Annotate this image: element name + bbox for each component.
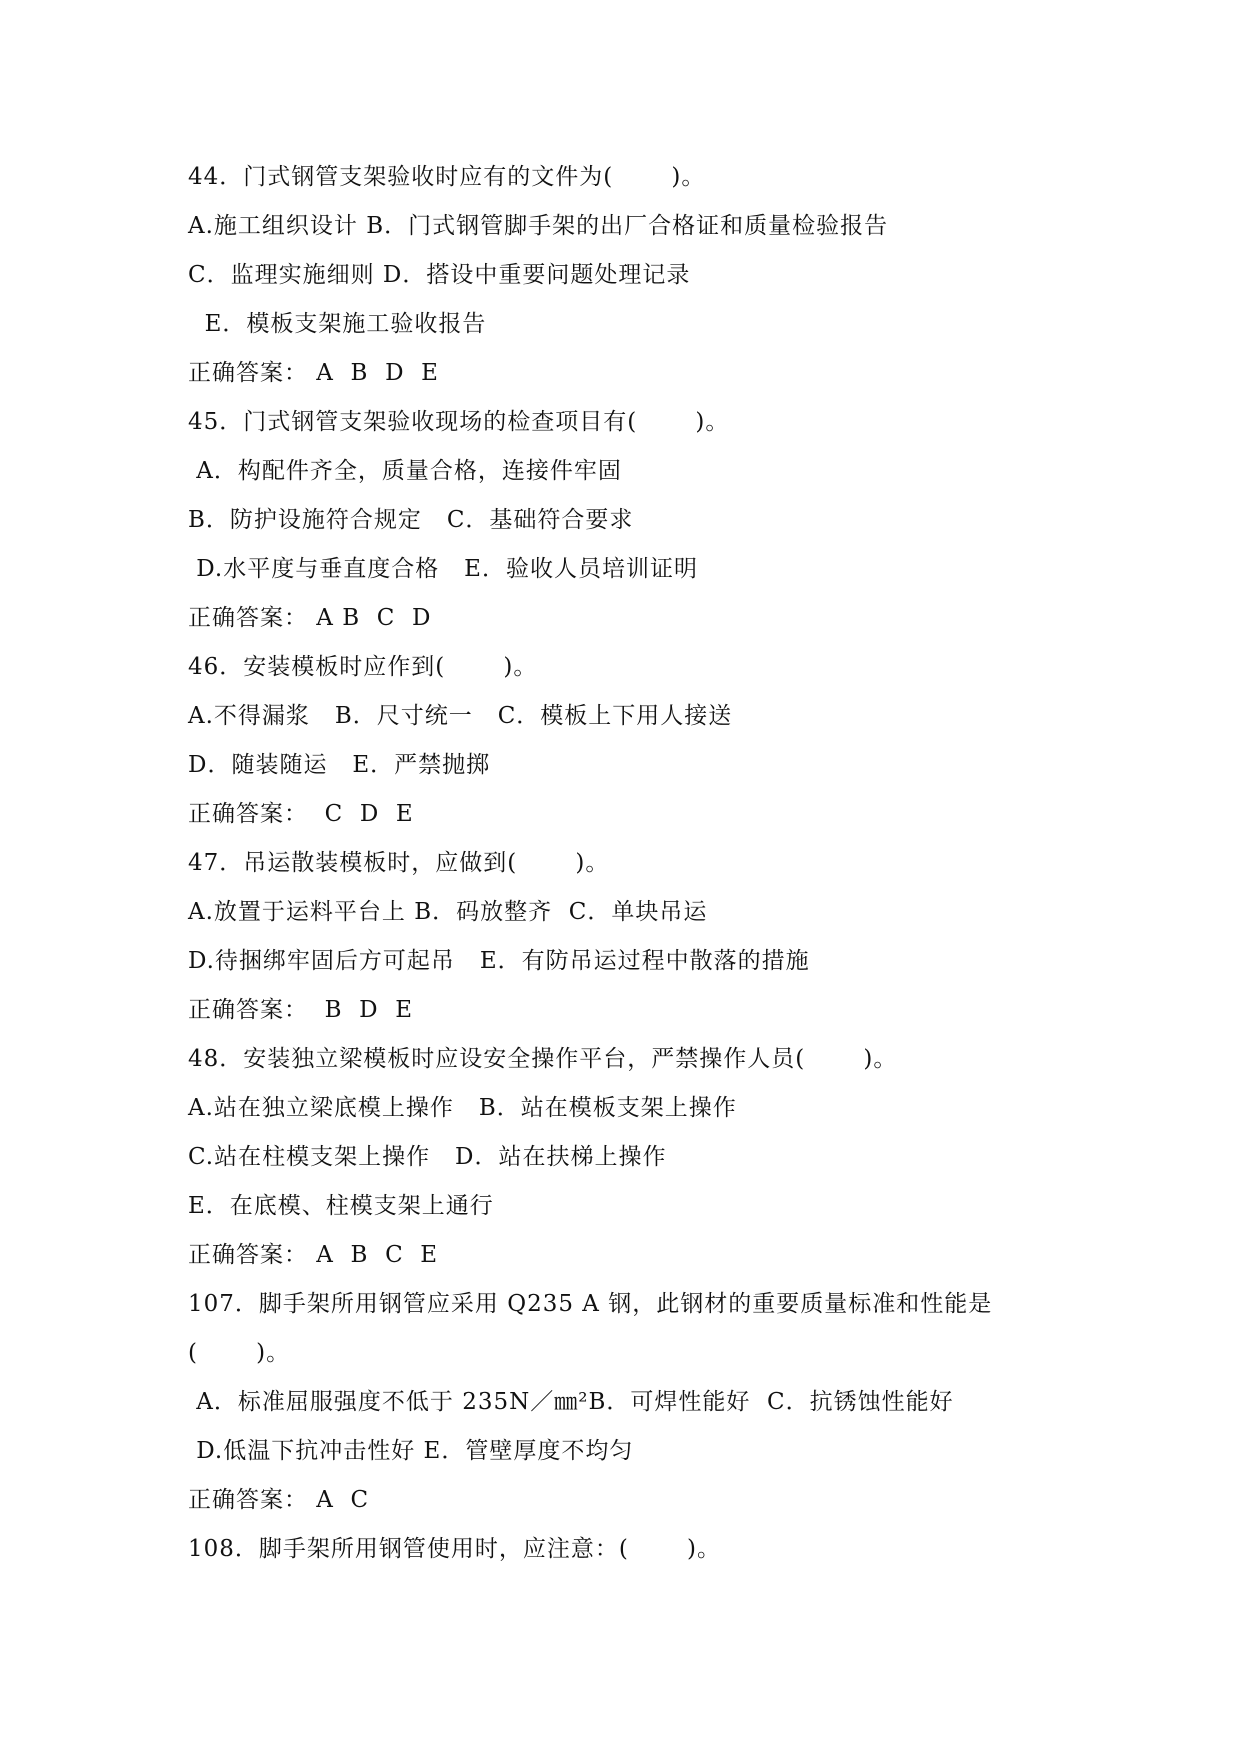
question-45-option-a: A．构配件齐全，质量合格，连接件牢固	[188, 458, 622, 484]
question-44-answer: 正确答案： A B D E	[188, 360, 439, 386]
question-47-answer: 正确答案： B D E	[188, 997, 413, 1023]
question-45-answer: 正确答案： A B C D	[188, 605, 432, 631]
question-46-answer: 正确答案： C D E	[188, 801, 414, 827]
question-47-options-de: D.待捆绑牢固后方可起吊 E．有防吊运过程中散落的措施	[188, 948, 810, 974]
question-45-options-bc: B．防护设施符合规定 C．基础符合要求	[188, 507, 634, 533]
question-48-options-ab: A.站在独立梁底模上操作 B．站在模板支架上操作	[188, 1095, 737, 1121]
question-108-stem: 108．脚手架所用钢管使用时，应注意：( )。	[188, 1536, 722, 1562]
question-45-stem: 45．门式钢管支架验收现场的检查项目有( )。	[188, 409, 730, 435]
question-107-options-de: D.低温下抗冲击性好 E．管壁厚度不均匀	[188, 1438, 634, 1464]
question-44-stem: 44．门式钢管支架验收时应有的文件为( )。	[188, 164, 706, 190]
question-46-options-abc: A.不得漏浆 B．尺寸统一 C．模板上下用人接送	[188, 703, 733, 729]
question-48-options-cd: C.站在柱模支架上操作 D．站在扶梯上操作	[188, 1144, 667, 1170]
question-107-options-abc: A．标准屈服强度不低于 235N／㎜²B．可焊性能好 C．抗锈蚀性能好	[188, 1389, 954, 1415]
question-46-options-de: D．随装随运 E．严禁抛掷	[188, 752, 491, 778]
question-107-stem: 107．脚手架所用钢管应采用 Q235 A 钢，此钢材的重要质量标准和性能是	[188, 1291, 993, 1317]
question-48-answer: 正确答案： A B C E	[188, 1242, 439, 1268]
question-48-option-e: E．在底模、柱模支架上通行	[188, 1193, 494, 1219]
question-44-options-cd: C．监理实施细则 D．搭设中重要问题处理记录	[188, 262, 691, 288]
question-48-stem: 48．安装独立梁模板时应设安全操作平台，严禁操作人员( )。	[188, 1046, 898, 1072]
question-47-stem: 47．吊运散装模板时，应做到( )。	[188, 850, 610, 876]
question-44-option-e: E．模板支架施工验收报告	[188, 311, 487, 337]
question-44-options-ab: A.施工组织设计 B．门式钢管脚手架的出厂合格证和质量检验报告	[188, 213, 889, 239]
question-47-options-abc: A.放置于运料平台上 B．码放整齐 C．单块吊运	[188, 899, 708, 925]
question-107-blank: ( )。	[188, 1340, 291, 1366]
question-46-stem: 46．安装模板时应作到( )。	[188, 654, 538, 680]
question-45-options-de: D.水平度与垂直度合格 E．验收人员培训证明	[188, 556, 698, 582]
question-107-answer: 正确答案： A C	[188, 1487, 370, 1513]
